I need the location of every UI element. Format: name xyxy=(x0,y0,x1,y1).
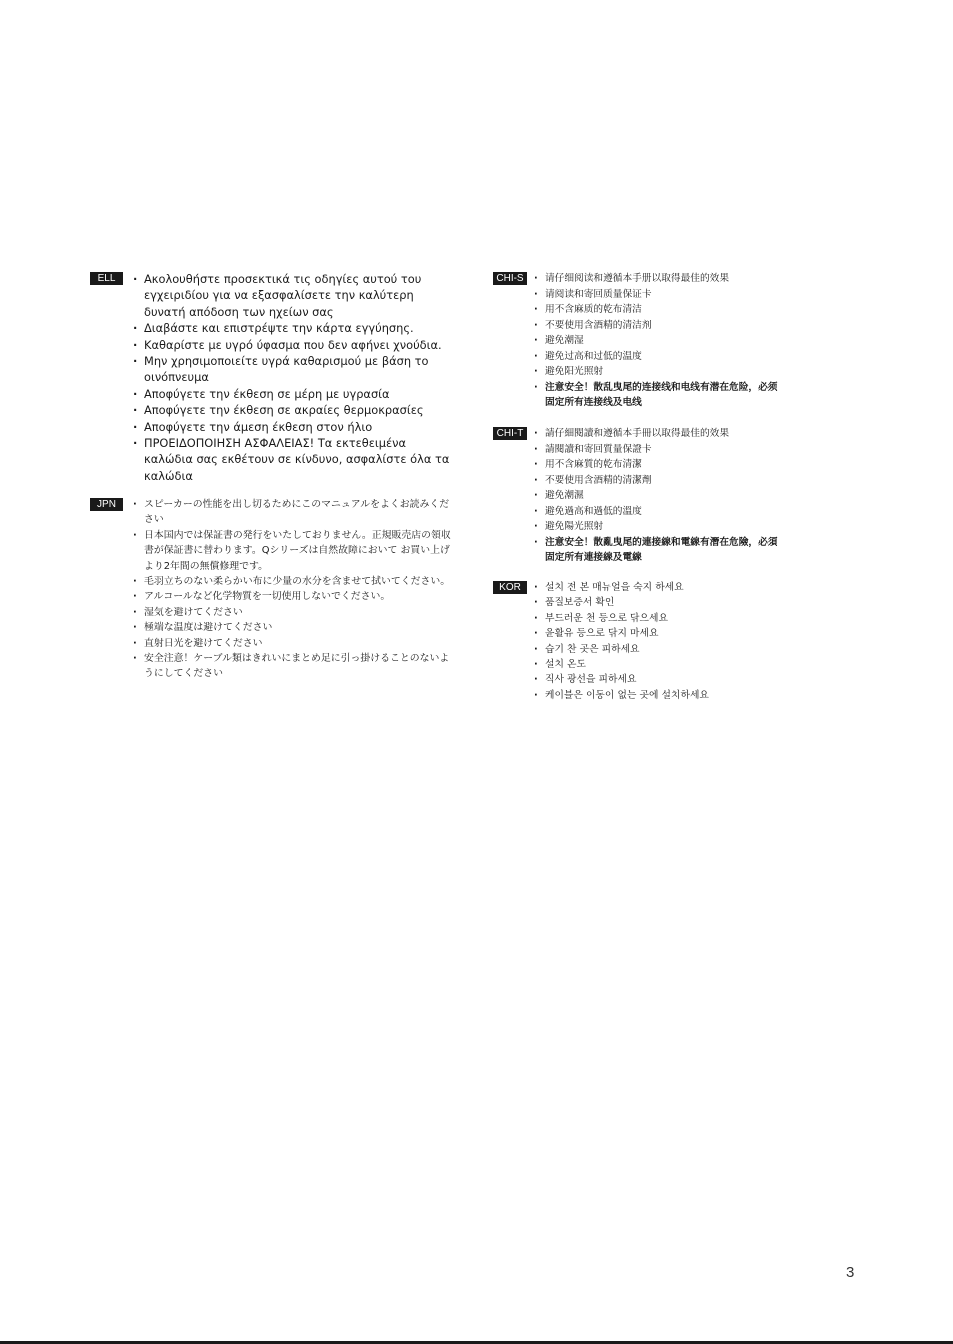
list-item: · 避免潮湿 xyxy=(534,333,786,349)
list-item: · 직사 광선을 피하세요 xyxy=(534,672,786,687)
instruction-list-chi-s xyxy=(534,271,786,411)
list-item: · 请仔细阅读和遵循本手册以取得最佳的效果 xyxy=(534,271,786,287)
list-item: · 毛羽立ちのない柔らかい布に少量の水分を含ませて拭いてください。 xyxy=(133,574,458,589)
instruction-list-chi-t xyxy=(534,426,786,566)
list-item: · 安全注意！ケーブル類はきれいにまとめ足に引っ掛けることのないようにしてください xyxy=(133,651,458,682)
list-item: · 不要使用含酒精的清洁剂 xyxy=(534,318,786,334)
list-item: · Ακολουθήστε προσεκτικά τις οδηγίες αυτού του εγχειριδίου για να εξασφαλίσετε την καλύτερη δυνατή απόδοση των ηχείων σας xyxy=(133,271,453,320)
instruction-list-kor xyxy=(534,580,786,703)
language-badge-chi-t: CHI-T xyxy=(493,427,527,440)
list-item: · 用不含麻質的乾布清潔 xyxy=(534,457,786,473)
list-item: · 極端な温度は避けてください xyxy=(133,620,458,635)
instruction-list-jpn xyxy=(133,497,458,682)
list-item: · 请阅读和寄回质量保证卡 xyxy=(534,287,786,303)
language-badge-chi-s: CHI-S xyxy=(493,272,527,285)
list-item: · 避免过高和过低的温度 xyxy=(534,349,786,365)
list-item: · 설치 온도 xyxy=(534,657,786,672)
list-item: · アルコールなど化学物質を一切使用しないでください。 xyxy=(133,589,458,604)
list-item: · 설치 전 본 매뉴얼을 숙지 하세요 xyxy=(534,580,786,595)
list-item: · 直射日光を避けてください xyxy=(133,636,458,651)
list-item: · 避免過高和過低的溫度 xyxy=(534,504,786,520)
list-item: · 不要使用含酒精的清潔劑 xyxy=(534,473,786,489)
list-item: · 注意安全！散亂曳尾的連接線和電線有潛在危險，必須固定所有連接線及電線 xyxy=(534,535,786,566)
list-item: · 부드러운 천 등으로 닦으세요 xyxy=(534,611,786,626)
list-item: · Μην χρησιμοποιείτε υγρά καθαρισμού με βάση το οινόπνευμα xyxy=(133,353,453,386)
list-item: · 윤활유 등으로 닦지 마세요 xyxy=(534,626,786,641)
list-item: · 注意安全！散乱曳尾的连接线和电线有潜在危险，必须固定所有连接线及电线 xyxy=(534,380,786,411)
list-item: · ΠΡΟΕΙΔΟΠΟΙΗΣΗ ΑΣΦΑΛΕΙΑΣ! Τα εκτεθειμένα καλώδια σας εκθέτουν σε κίνδυνο, ασφαλίστε όλα τα καλώδια xyxy=(133,435,453,484)
list-item: · 日本国内では保証書の発行をいたしておりません。正規販売店の領収書が保証書に替わります。Qシリーズは自然故障において お買い上げより2年間の無償修理です。 xyxy=(133,528,458,574)
page-number: 3 xyxy=(846,1264,855,1281)
list-item: · Αποφύγετε την άμεση έκθεση στον ήλιο xyxy=(133,419,453,435)
list-item: · Καθαρίστε με υγρό ύφασμα που δεν αφήνει χνούδια. xyxy=(133,337,453,353)
list-item: · 避免阳光照射 xyxy=(534,364,786,380)
list-item: · 避免潮濕 xyxy=(534,488,786,504)
list-item: · 用不含麻质的乾布清洁 xyxy=(534,302,786,318)
list-item: · 습기 찬 곳은 피하세요 xyxy=(534,642,786,657)
list-item: · Αποφύγετε την έκθεση σε ακραίες θερμοκρασίες xyxy=(133,402,453,418)
list-item: · スピーカーの性能を出し切るためにこのマニュアルをよくお読みください xyxy=(133,497,458,528)
language-badge-kor: KOR xyxy=(493,581,527,594)
list-item: · 湿気を避けてください xyxy=(133,605,458,620)
list-item: · 避免陽光照射 xyxy=(534,519,786,535)
language-badge-ell: ELL xyxy=(90,272,123,285)
list-item: · 請仔細閱讀和遵循本手冊以取得最佳的效果 xyxy=(534,426,786,442)
list-item: · 請閱讀和寄回質量保證卡 xyxy=(534,442,786,458)
list-item: · 케이블은 이동이 없는 곳에 설치하세요 xyxy=(534,688,786,703)
list-item: · Αποφύγετε την έκθεση σε μέρη με υγρασία xyxy=(133,386,453,402)
instruction-list-ell xyxy=(133,271,453,484)
list-item: · Διαβάστε και επιστρέψτε την κάρτα εγγύησης. xyxy=(133,320,453,336)
list-item: · 품질보증서 확인 xyxy=(534,595,786,610)
language-badge-jpn: JPN xyxy=(90,498,123,511)
